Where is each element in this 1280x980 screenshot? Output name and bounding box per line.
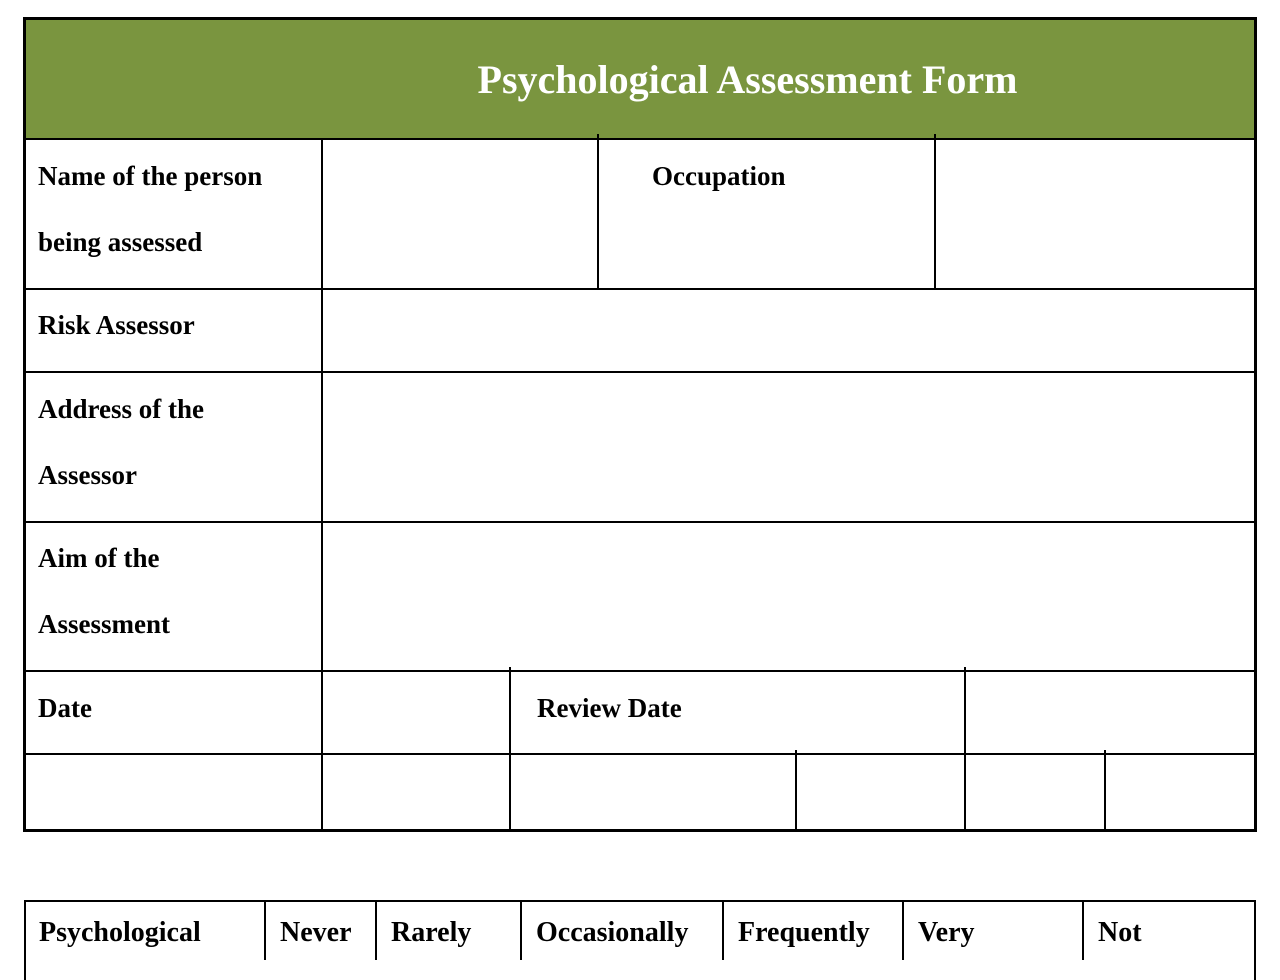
rating-header-not: Not: [1098, 917, 1142, 948]
aim-field[interactable]: [323, 523, 1255, 670]
risk-assessor-label: Risk Assessor: [38, 310, 195, 340]
aim-label-line1: Aim of the: [38, 543, 160, 573]
column-divider: [375, 900, 377, 960]
column-divider: [597, 134, 599, 290]
rating-header-never: Never: [280, 917, 352, 948]
date-label: Date: [38, 693, 92, 723]
column-divider: [509, 667, 511, 830]
column-divider: [520, 900, 522, 960]
date-field[interactable]: [323, 672, 509, 753]
rating-header-psychological: Psychological: [39, 917, 201, 948]
column-divider: [264, 900, 266, 960]
rating-header-occasionally: Occasionally: [536, 917, 689, 948]
address-label-line2: Assessor: [38, 460, 137, 490]
column-divider: [902, 900, 904, 960]
name-label-line2: being assessed: [38, 227, 203, 257]
occupation-label: Occupation: [652, 161, 786, 191]
risk-assessor-field[interactable]: [323, 290, 1255, 371]
review-date-label: Review Date: [537, 693, 682, 723]
aim-label-line2: Assessment: [38, 609, 170, 639]
occupation-field[interactable]: [936, 140, 1255, 288]
column-divider: [795, 750, 797, 830]
form-title: Psychological Assessment Form: [477, 56, 1018, 102]
column-divider: [1082, 900, 1084, 960]
column-divider: [722, 900, 724, 960]
name-label-line1: Name of the person: [38, 161, 263, 191]
rating-header-frequently: Frequently: [738, 917, 870, 948]
rating-header-very: Very: [918, 917, 975, 948]
rating-header-rarely: Rarely: [391, 917, 472, 948]
row-divider: [25, 753, 1255, 755]
address-field[interactable]: [323, 373, 1255, 521]
column-divider: [1104, 750, 1106, 830]
address-label-line1: Address of the: [38, 394, 205, 424]
name-field[interactable]: [323, 140, 597, 288]
review-date-field[interactable]: [966, 672, 1255, 753]
